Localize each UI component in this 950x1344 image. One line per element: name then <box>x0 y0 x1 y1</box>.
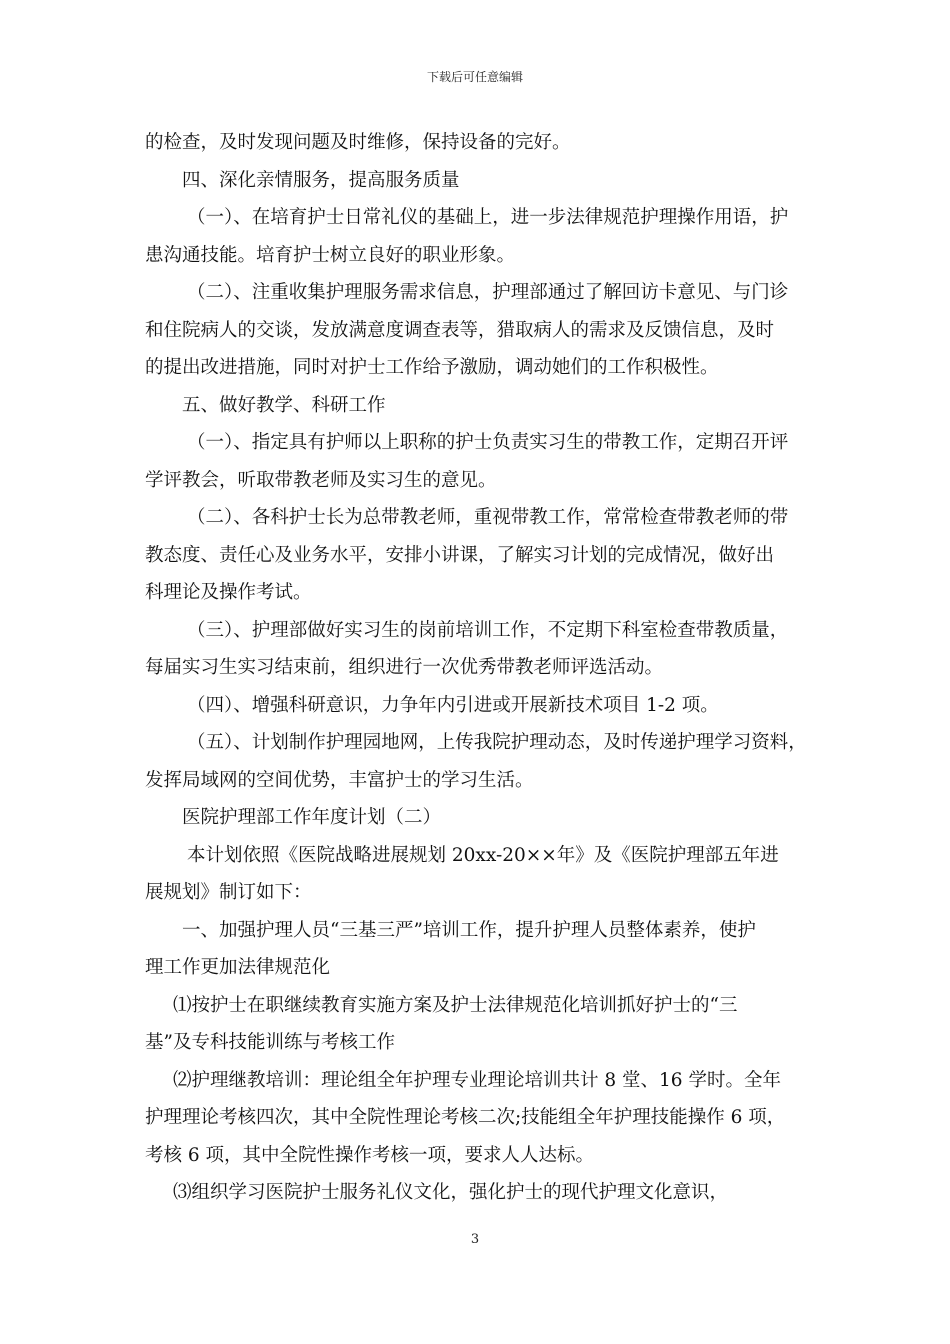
text-line: 科理论及操作考试。 <box>145 582 312 603</box>
text-line: 考核 6 项，其中全院性操作考核一项，要求人人达标。 <box>145 1144 595 1166</box>
text-line: 本计划依照《医院战略进展规划 20xx-20××年》及《医院护理部五年进 <box>187 844 779 866</box>
text-line: （五）、计划制作护理园地网，上传我院护理动态，及时传递护理学习资料， <box>187 732 807 753</box>
text-line: 的提出改进措施，同时对护士工作给予激励，调动她们的工作积极性。 <box>145 357 719 378</box>
section-heading: 一、加强护理人员“三基三严”培训工作，提升护理人员整体素养，使护 <box>182 919 756 941</box>
document-body <box>145 124 810 1212</box>
section-heading: 五、做好教学、科研工作 <box>182 394 386 416</box>
text-line: （三）、护理部做好实习生的岗前培训工作，不定期下科室检查带教质量， <box>187 619 789 641</box>
text-line: 展规划》制订如下： <box>145 882 312 903</box>
text-line: 基”及专科技能训练与考核工作 <box>145 1032 395 1053</box>
text-line: （二）、注重收集护理服务需求信息，护理部通过了解回访卡意见、与门诊 <box>187 282 789 303</box>
text-line: 发挥局域网的空间优势，丰富护士的学习生活。 <box>145 769 534 791</box>
text-line: 每届实习生实习结束前，组织进行一次优秀带教老师评选活动。 <box>145 657 664 678</box>
page-number: 3 <box>470 1232 480 1247</box>
text-line: （四）、增强科研意识，力争年内引进或开展新技术项目 1-2 项。 <box>187 694 719 716</box>
page-header: 下载后可任意编辑 <box>426 70 523 84</box>
text-line: （一）、指定具有护师以上职称的护士负责实习生的带教工作，定期召开评 <box>187 432 789 453</box>
text-line: ⑴按护士在职继续教育实施方案及护士法律规范化培训抓好护士的“三 <box>173 994 738 1016</box>
text-line: ⑶组织学习医院护士服务礼仪文化，强化护士的现代护理文化意识， <box>173 1182 729 1203</box>
text-line: 患沟通技能。培育护士树立良好的职业形象。 <box>145 244 516 266</box>
section-title: 医院护理部工作年度计划（二） <box>182 807 442 828</box>
text-line: ⑵护理继教培训：理论组全年护理专业理论培训共计 8 堂、16 学时。全年 <box>173 1069 781 1091</box>
text-line: 的检查，及时发现问题及时维修，保持设备的完好。 <box>145 132 571 153</box>
text-line: 教态度、责任心及业务水平，安排小讲课，了解实习计划的完成情况，做好出 <box>145 544 775 566</box>
text-line: 和住院病人的交谈，发放满意度调查表等，猎取病人的需求及反馈信息，及时 <box>145 319 775 341</box>
text-line: 理工作更加法律规范化 <box>145 957 331 978</box>
text-line: （一）、在培育护士日常礼仪的基础上，进一步法律规范护理操作用语，护 <box>187 207 789 228</box>
text-line: （二）、各科护士长为总带教老师，重视带教工作，常常检查带教老师的带 <box>187 507 789 528</box>
text-line: 学评教会，听取带教老师及实习生的意见。 <box>145 469 497 491</box>
section-heading: 四、深化亲情服务，提高服务质量 <box>182 169 460 191</box>
text-line: 护理理论考核四次，其中全院性理论考核二次;技能组全年护理技能操作 6 项， <box>145 1107 786 1128</box>
